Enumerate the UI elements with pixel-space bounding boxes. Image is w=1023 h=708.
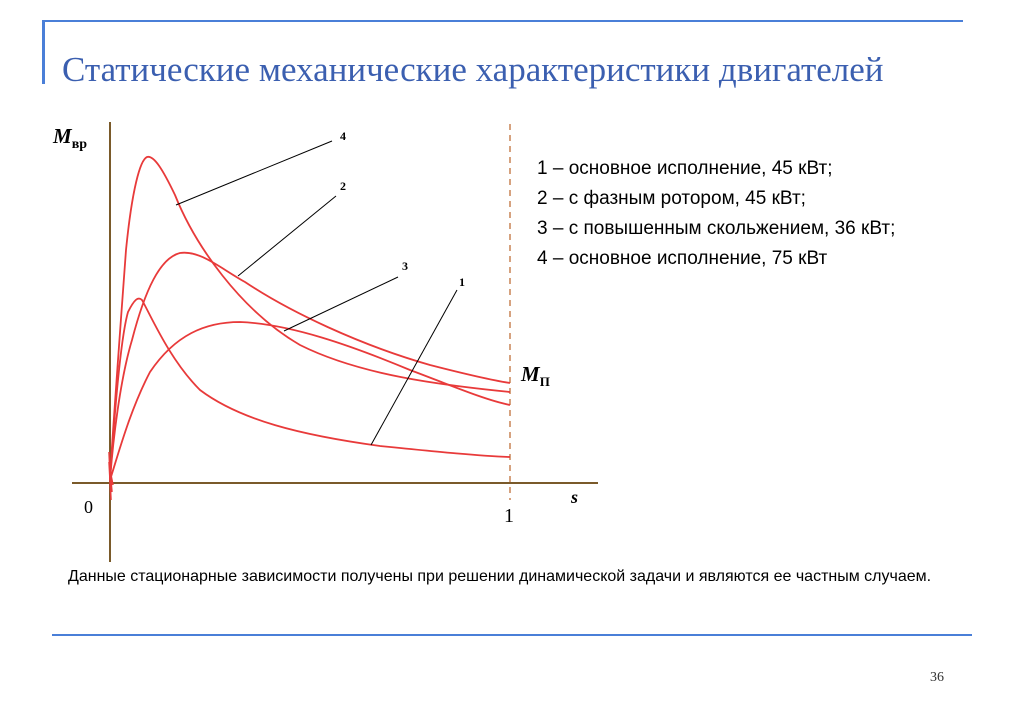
leader-line-3 <box>284 277 398 331</box>
slide-title: Статические механические характеристики двигателей <box>62 50 884 89</box>
bottom-rule <box>52 634 972 636</box>
leader-line-2 <box>238 196 336 276</box>
legend-item-2: 2 – с фазным ротором, 45 кВт; <box>537 188 806 209</box>
curve-label-1: 1 <box>459 275 465 289</box>
legend-item-4: 4 – основное исполнение, 75 кВт <box>537 248 828 269</box>
leader-line-4 <box>176 141 332 205</box>
legend-item-3: 3 – с повышенным скольжением, 36 кВт; <box>537 218 896 239</box>
leader-line-1 <box>371 290 457 445</box>
x-axis-label: s <box>571 487 579 507</box>
curve-label-2: 2 <box>340 179 346 193</box>
curve-2 <box>110 253 510 480</box>
curve-legend <box>537 154 895 274</box>
curve-label-3: 3 <box>402 259 408 273</box>
origin-label: 0 <box>84 497 93 517</box>
curve-1 <box>110 299 510 481</box>
footnote-text: Данные стационарные зависимости получены при решении динамической задачи и являются ее частным случаем. <box>68 568 932 585</box>
curve-label-4: 4 <box>340 129 346 143</box>
legend-item-1: 1 – основное исполнение, 45 кВт; <box>537 158 833 179</box>
page-number: 36 <box>930 670 944 685</box>
curve-3 <box>110 322 510 480</box>
y-axis-label: $M_{вр}$ <box>53 124 88 152</box>
load-torque-label: $M_П$ <box>521 362 550 389</box>
x-tick-label-1: 1 <box>504 505 514 527</box>
